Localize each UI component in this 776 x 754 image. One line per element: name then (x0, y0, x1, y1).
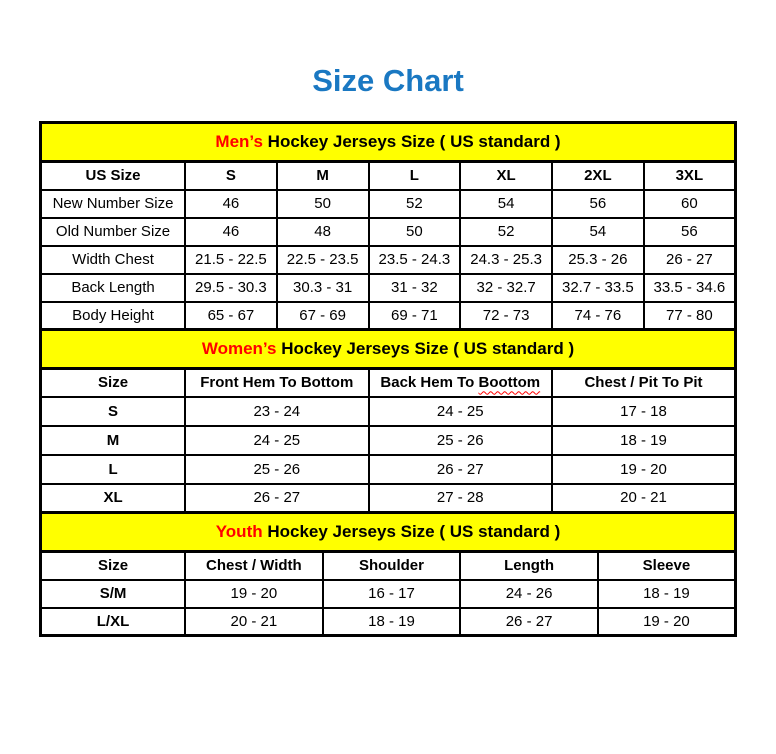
mens-row-back-length (41, 274, 736, 302)
mens-header-row (41, 162, 736, 190)
mens-row-body-height (41, 302, 736, 330)
womens-col-size: Size (41, 369, 186, 397)
youth-row-lxl (41, 608, 736, 636)
mens-band-row (41, 123, 736, 162)
row-label: New Number Size (41, 190, 186, 218)
youth-size-table (39, 511, 737, 637)
row-label: L/XL (41, 608, 186, 636)
size-value: 18 - 19 (598, 580, 736, 608)
womens-header-row (41, 369, 736, 397)
womens-col-front-hem: Front Hem To Bottom (185, 369, 368, 397)
size-value: 74 - 76 (552, 302, 644, 330)
youth-row-sm (41, 580, 736, 608)
size-value: 23 - 24 (185, 397, 368, 426)
size-value: 21.5 - 22.5 (185, 246, 277, 274)
youth-col-length: Length (460, 552, 598, 580)
size-value: 25 - 26 (369, 426, 552, 455)
row-label: XL (41, 484, 186, 513)
mens-row-new-number-size (41, 190, 736, 218)
size-value: 48 (277, 218, 369, 246)
size-value: 56 (552, 190, 644, 218)
back-hem-misspelled-word: Boottom (478, 374, 541, 392)
row-label: S (41, 397, 186, 426)
size-value: 72 - 73 (460, 302, 552, 330)
size-value: 18 - 19 (552, 426, 735, 455)
row-label: Old Number Size (41, 218, 186, 246)
size-value: 26 - 27 (185, 484, 368, 513)
womens-row-l (41, 455, 736, 484)
size-value: 32 - 32.7 (460, 274, 552, 302)
size-value: 77 - 80 (644, 302, 736, 330)
size-value: 18 - 19 (323, 608, 461, 636)
row-label: Back Length (41, 274, 186, 302)
size-value: 20 - 21 (552, 484, 735, 513)
size-value: 20 - 21 (185, 608, 323, 636)
size-value: 56 (644, 218, 736, 246)
mens-col-us-size: US Size (41, 162, 186, 190)
size-value: 31 - 32 (369, 274, 461, 302)
size-value: 25.3 - 26 (552, 246, 644, 274)
womens-band (41, 330, 736, 369)
row-label: L (41, 455, 186, 484)
mens-band (41, 123, 736, 162)
size-value: 54 (552, 218, 644, 246)
mens-band-title: Hockey Jerseys Size ( US standard ) (262, 132, 561, 151)
mens-col-l: L (369, 162, 461, 190)
size-value: 24.3 - 25.3 (460, 246, 552, 274)
size-value: 50 (277, 190, 369, 218)
size-value: 54 (460, 190, 552, 218)
size-value: 69 - 71 (369, 302, 461, 330)
mens-col-s: S (185, 162, 277, 190)
size-value: 32.7 - 33.5 (552, 274, 644, 302)
size-value: 27 - 28 (369, 484, 552, 513)
size-value: 24 - 25 (185, 426, 368, 455)
size-value: 17 - 18 (552, 397, 735, 426)
size-value: 26 - 27 (460, 608, 598, 636)
size-value: 19 - 20 (598, 608, 736, 636)
mens-band-accent: Men’s (215, 132, 263, 151)
row-label: S/M (41, 580, 186, 608)
size-value: 19 - 20 (185, 580, 323, 608)
size-value: 52 (460, 218, 552, 246)
mens-size-table (39, 121, 737, 331)
womens-row-xl (41, 484, 736, 513)
page-title: Size Chart (312, 63, 464, 98)
size-value: 26 - 27 (369, 455, 552, 484)
size-value: 29.5 - 30.3 (185, 274, 277, 302)
womens-size-table (39, 328, 737, 514)
womens-band-row (41, 330, 736, 369)
size-value: 16 - 17 (323, 580, 461, 608)
back-hem-label: Back Hem To (380, 374, 479, 392)
mens-col-2xl: 2XL (552, 162, 644, 190)
womens-col-back-hem (369, 369, 552, 397)
size-value: 19 - 20 (552, 455, 735, 484)
size-value: 30.3 - 31 (277, 274, 369, 302)
row-label: M (41, 426, 186, 455)
youth-band-row (41, 513, 736, 552)
size-value: 60 (644, 190, 736, 218)
youth-band-accent: Youth (215, 522, 263, 541)
size-value: 52 (369, 190, 461, 218)
size-value: 25 - 26 (185, 455, 368, 484)
youth-band-title: Hockey Jerseys Size ( US standard ) (262, 522, 561, 541)
youth-col-chest-width: Chest / Width (185, 552, 323, 580)
size-value: 26 - 27 (644, 246, 736, 274)
womens-row-s (41, 397, 736, 426)
womens-row-m (41, 426, 736, 455)
size-chart (39, 121, 737, 637)
youth-col-sleeve: Sleeve (598, 552, 736, 580)
size-value: 50 (369, 218, 461, 246)
youth-col-size: Size (41, 552, 186, 580)
size-value: 23.5 - 24.3 (369, 246, 461, 274)
youth-band (41, 513, 736, 552)
mens-col-xl: XL (460, 162, 552, 190)
size-value: 46 (185, 218, 277, 246)
row-label: Body Height (41, 302, 186, 330)
size-value: 33.5 - 34.6 (644, 274, 736, 302)
size-value: 24 - 25 (369, 397, 552, 426)
womens-band-title: Hockey Jerseys Size ( US standard ) (276, 339, 575, 358)
row-label: Width Chest (41, 246, 186, 274)
womens-col-chest-pit: Chest / Pit To Pit (552, 369, 735, 397)
size-value: 24 - 26 (460, 580, 598, 608)
size-value: 46 (185, 190, 277, 218)
youth-header-row (41, 552, 736, 580)
size-value: 65 - 67 (185, 302, 277, 330)
mens-col-m: M (277, 162, 369, 190)
size-value: 22.5 - 23.5 (277, 246, 369, 274)
size-value: 67 - 69 (277, 302, 369, 330)
mens-row-old-number-size (41, 218, 736, 246)
mens-row-width-chest (41, 246, 736, 274)
youth-col-shoulder: Shoulder (323, 552, 461, 580)
mens-col-3xl: 3XL (644, 162, 736, 190)
womens-band-accent: Women’s (201, 339, 277, 358)
